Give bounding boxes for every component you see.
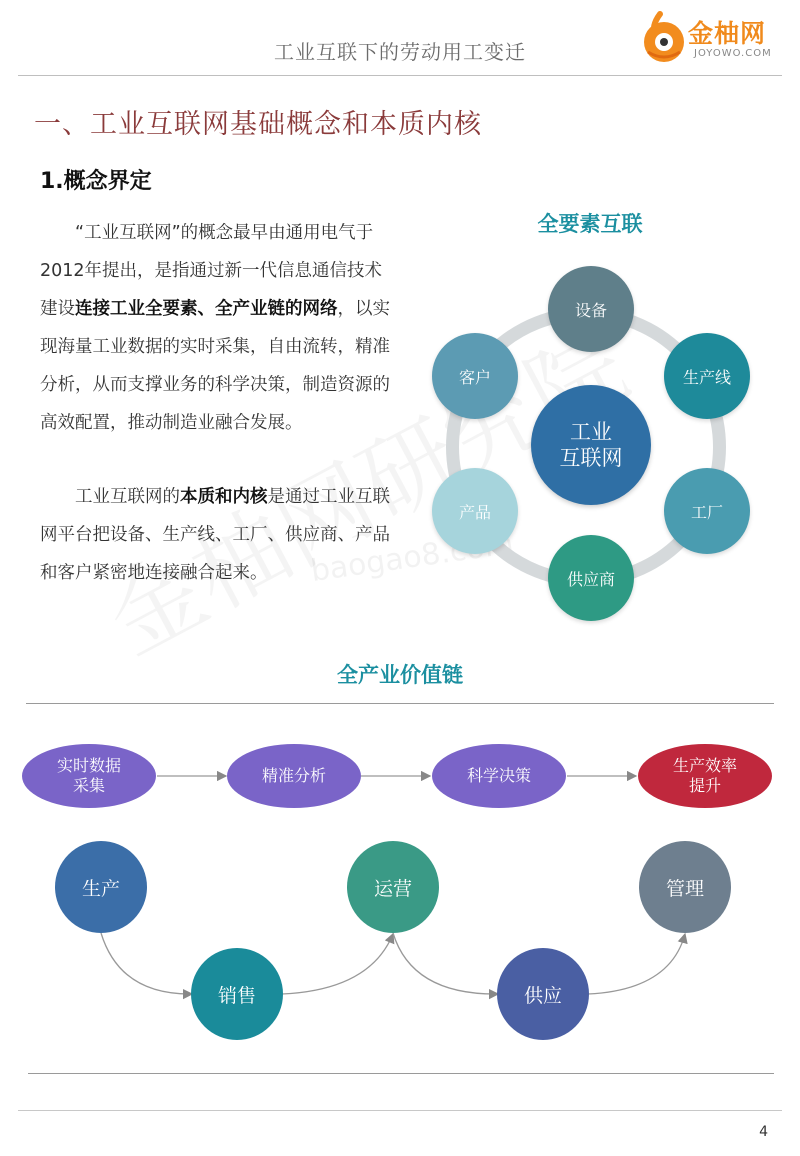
stage-arrow-3 bbox=[393, 933, 498, 994]
stage-arrow-2 bbox=[282, 934, 393, 994]
ring-hub bbox=[531, 385, 651, 505]
ring-node-shebei: 设备 bbox=[548, 266, 634, 352]
paragraph-concept-text-1: “工业互联网”的概念最早由通用电气于2012年提出，是指通过新一代信息通信技术建设 bbox=[40, 223, 383, 319]
ring-node-shengchanxian: 生产线 bbox=[664, 333, 750, 419]
stage-arrow-4 bbox=[588, 934, 685, 994]
logo bbox=[638, 8, 790, 66]
process-step-3 bbox=[432, 744, 566, 808]
value-chain-title: 全产业价值链 bbox=[337, 663, 463, 687]
ring-node-gongyingshang: 供应商 bbox=[548, 535, 634, 621]
process-step-1-line1: 实时数据 bbox=[56, 756, 121, 775]
value-chain-bottom-divider bbox=[28, 1073, 774, 1074]
paragraph-essence-bold: 本质和内核 bbox=[180, 487, 268, 507]
process-step-2 bbox=[227, 744, 361, 808]
paragraph-concept-text-2: ，以实现海量工业数据的实时采集，自由流转，精准分析，从而支撑业务的科学决策，制造资源的高效配置，推动制造业融合发展。 bbox=[40, 299, 390, 433]
process-step-4 bbox=[638, 744, 772, 808]
process-step-1-line2: 采集 bbox=[72, 776, 105, 795]
paragraph-concept-bold: 连接工业全要素、全产业链的网络 bbox=[75, 299, 338, 319]
stage-yunying: 运营 bbox=[347, 841, 439, 933]
ring-hub-line2: 互联网 bbox=[559, 446, 623, 470]
stage-shengchan: 生产 bbox=[55, 841, 147, 933]
paragraph-essence-text-1: 工业互联网的 bbox=[75, 487, 180, 507]
page-header-title: 工业互联下的劳动用工变迁 bbox=[274, 40, 526, 64]
logo-mascot-icon bbox=[638, 8, 690, 66]
ring-node-gongchang: 工厂 bbox=[664, 468, 750, 554]
logo-text: 金柚网 bbox=[688, 19, 767, 48]
section-title: 一、工业互联网基础概念和本质内核 bbox=[34, 109, 482, 140]
paragraph-concept bbox=[40, 214, 395, 442]
watermark-url: baogao8.com bbox=[308, 525, 516, 590]
value-chain-top-divider bbox=[26, 703, 774, 704]
stage-guanli: 管理 bbox=[639, 841, 731, 933]
footer-divider bbox=[18, 1110, 782, 1111]
ring-hub-line1: 工业 bbox=[570, 420, 612, 444]
ring-node-chanpin: 产品 bbox=[432, 468, 518, 554]
process-step-4-line2: 提升 bbox=[688, 776, 721, 795]
page-number: 4 bbox=[759, 1124, 768, 1140]
process-step-1 bbox=[22, 744, 156, 808]
stage-xiaoshou: 销售 bbox=[191, 948, 283, 1040]
process-step-4-line1: 生产效率 bbox=[672, 756, 737, 775]
paragraph-essence-text-2: 是通过工业互联网平台把设备、生产线、工厂、供应商、产品和客户紧密地连接融合起来。 bbox=[40, 487, 390, 583]
paragraph-essence bbox=[40, 478, 395, 592]
subsection-title: 1.概念界定 bbox=[40, 169, 152, 194]
logo-domain: JOYOWO.COM bbox=[694, 48, 772, 59]
stage-arrow-1 bbox=[101, 933, 192, 994]
process-step-2-line1: 精准分析 bbox=[261, 766, 326, 785]
stage-gongying: 供应 bbox=[497, 948, 589, 1040]
process-step-3-line1: 科学决策 bbox=[466, 766, 531, 785]
ring-diagram-title: 全要素互联 bbox=[537, 212, 643, 236]
header-divider bbox=[18, 75, 782, 76]
ring-node-kehu: 客户 bbox=[432, 333, 518, 419]
